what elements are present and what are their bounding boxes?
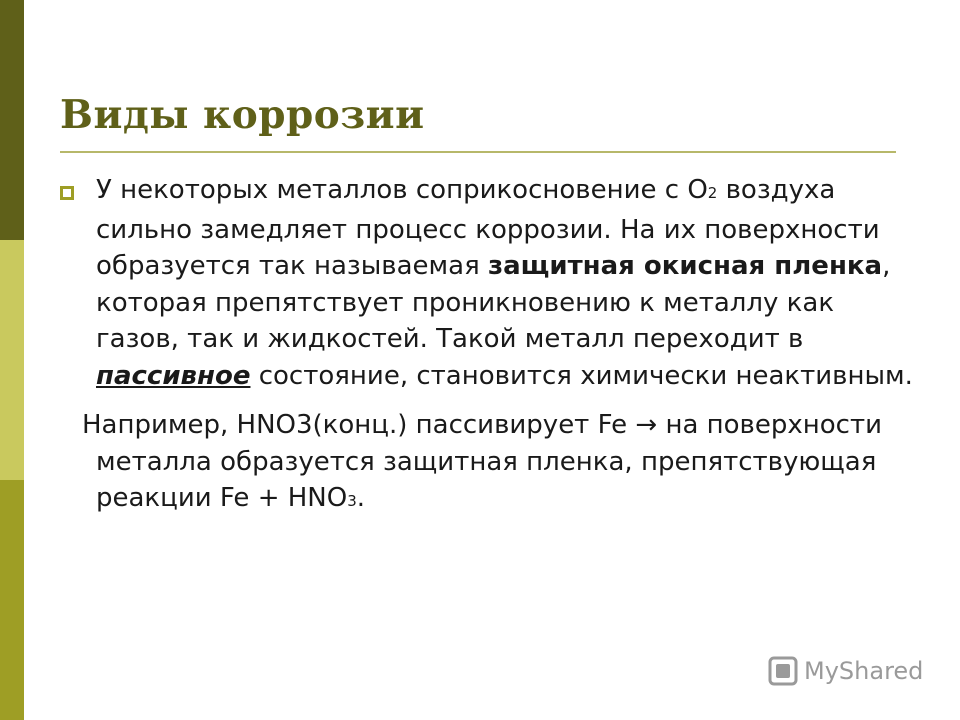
side-stripe-light (0, 240, 24, 480)
watermark (768, 656, 923, 686)
title-underline (60, 151, 896, 153)
slide-body (82, 172, 916, 520)
text-segment: У некоторых металлов соприкосновение с O (96, 175, 708, 205)
paragraph-1 (96, 172, 916, 394)
watermark-text: MyShared (804, 657, 924, 685)
text-segment: Например, HNO3(конц.) пассивирует Fe → на поверхности металла образуется защитная пленка, препятствующая реакции Fe + HNO (82, 410, 882, 513)
side-stripe-mid (0, 480, 24, 720)
subscript: 2 (707, 184, 718, 202)
slide-title: Виды коррозии (60, 92, 425, 138)
side-stripe-dark (0, 0, 24, 240)
text-segment: . (356, 483, 366, 513)
bold-term: защитная окисная пленка (487, 251, 883, 281)
bold-underlined-term: пассивное (96, 360, 251, 391)
paragraph-2 (82, 407, 916, 520)
text-segment: состояние, становится химически неактивным. (250, 360, 913, 391)
subscript: 3 (347, 492, 357, 510)
bullet-square-icon (60, 186, 74, 200)
text-segment: воздуха сильно замедляет процесс коррозии. На их поверхности образуется так называемая (96, 175, 880, 281)
myshared-logo-icon (768, 656, 798, 686)
text-segment: , которая препятствует проникновению к металлу как газов, так и жидкостей. Такой металл переходит в (96, 251, 891, 354)
